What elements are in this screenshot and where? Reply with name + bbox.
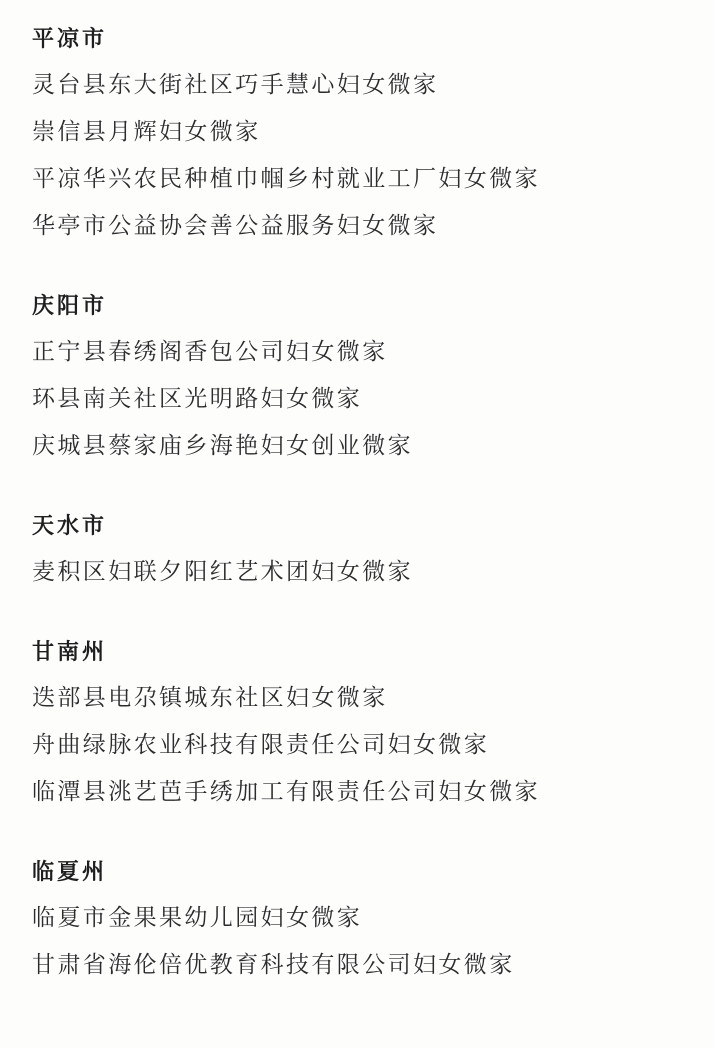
section-heading: 临夏州 xyxy=(32,860,108,885)
section-heading: 平凉市 xyxy=(32,27,108,52)
list-item: 崇信县月辉妇女微家 xyxy=(32,119,261,145)
section-qingyang xyxy=(32,289,692,463)
section-linxia xyxy=(32,855,692,982)
section-gannan xyxy=(32,635,692,809)
list-item: 临夏市金果果幼儿园妇女微家 xyxy=(32,905,363,931)
section-pingliang xyxy=(32,22,692,243)
list-item: 灵台县东大街社区巧手慧心妇女微家 xyxy=(32,72,439,98)
section-heading: 天水市 xyxy=(32,514,108,539)
list-item: 甘肃省海伦倍优教育科技有限公司妇女微家 xyxy=(32,952,515,978)
list-item: 庆城县蔡家庙乡海艳妇女创业微家 xyxy=(32,433,413,459)
list-item: 平凉华兴农民种植巾帼乡村就业工厂妇女微家 xyxy=(32,166,540,192)
list-item: 迭部县电尕镇城东社区妇女微家 xyxy=(32,685,388,711)
list-item: 临潭县洮艺芭手绣加工有限责任公司妇女微家 xyxy=(32,779,540,805)
section-tianshui xyxy=(32,509,692,589)
list-item: 正宁县春绣阁香包公司妇女微家 xyxy=(32,339,388,365)
document-page xyxy=(32,22,692,982)
list-item: 环县南关社区光明路妇女微家 xyxy=(32,386,363,412)
list-item: 华亭市公益协会善公益服务妇女微家 xyxy=(32,213,439,239)
list-item: 麦积区妇联夕阳红艺术团妇女微家 xyxy=(32,559,413,585)
section-heading: 庆阳市 xyxy=(32,294,108,319)
section-heading: 甘南州 xyxy=(32,640,108,665)
list-item: 舟曲绿脉农业科技有限责任公司妇女微家 xyxy=(32,732,490,758)
